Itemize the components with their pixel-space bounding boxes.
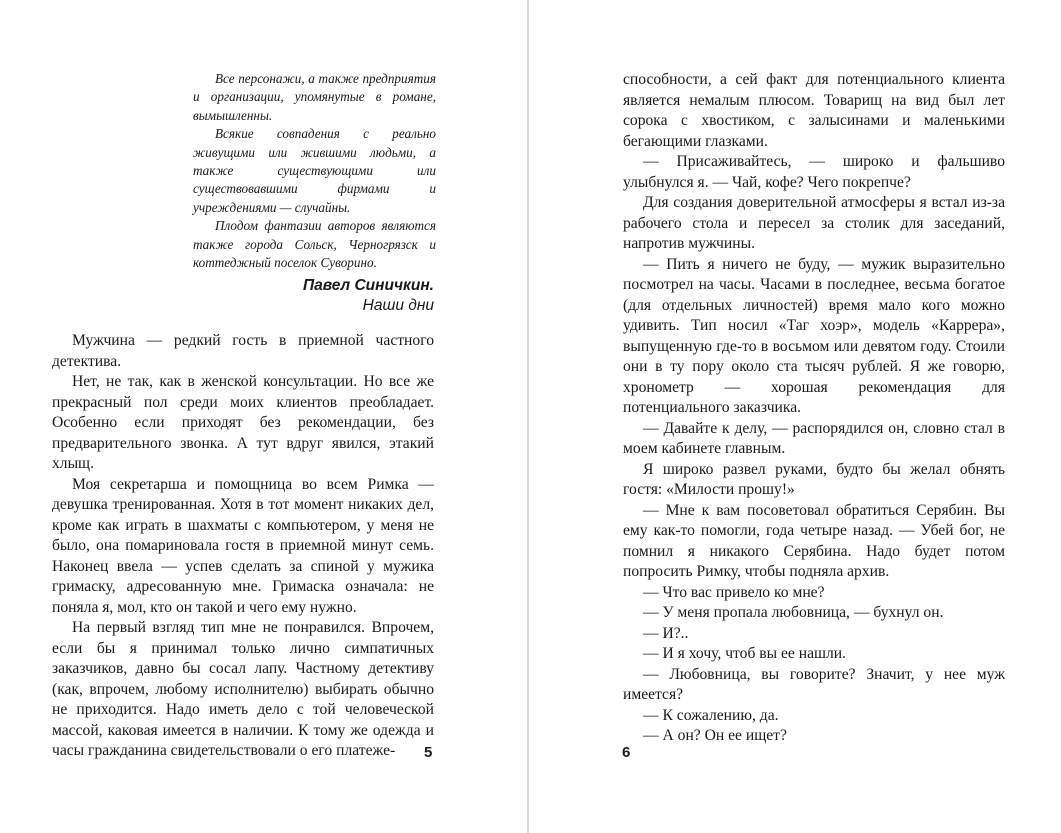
- paragraph: — Что вас привело ко мне?: [643, 583, 825, 601]
- paragraph: — Любовница, вы говорите? Значит, у нее муж имеется?: [623, 665, 1005, 703]
- disclaimer-line: Плодом фантазии авторов являются также города Сольск, Черногрязск и коттеджный поселок Суворино.: [193, 218, 436, 271]
- paragraph: Мужчина — редкий гость в приемной частного детектива.: [52, 332, 434, 370]
- paragraph-continuation: способности, а сей факт для потенциального клиента является немалым плюсом. Товарищ на вид был лет сорока с хвостиком, с залысинами и маленькими бегающими глазками.: [623, 71, 1005, 150]
- chapter-heading: [190, 276, 434, 316]
- chapter-subtitle: Наши дни: [362, 297, 434, 314]
- paragraph: — И?..: [643, 624, 689, 642]
- disclaimer-line: Все персонажи, а также предприятия и организации, упомянутые в романе, вымышленны.: [193, 71, 436, 123]
- paragraph: — К сожалению, да.: [643, 706, 779, 724]
- paragraph: — У меня пропала любовница, — бухнул он.: [643, 604, 944, 621]
- paragraph: Я широко развел руками, будто бы желал обнять гостя: «Милости прошу!»: [623, 460, 1005, 498]
- paragraph: Для создания доверительной атмосферы я встал из-за рабочего стола и пересел за столик для заседаний, напротив мужчины.: [623, 194, 1005, 252]
- disclaimer-note: [193, 70, 436, 272]
- paragraph: На первый взгляд тип мне не понравился. Впрочем, если бы я принимал только лично симпатичных заказчиков, давно бы сосал лапу. Частному детективу (как, впрочем, любому исполнителю) выбирать обычно не приходится. Надо иметь дело с той человеческой массой, каковая имеется в наличии. К тому же одежда и часы гражданина свидетельствовали о его платеже-: [52, 619, 434, 759]
- paragraph: — Присаживайтесь, — широко и фальшиво улыбнулся я. — Чай, кофе? Чего покрепче?: [623, 153, 1005, 191]
- paragraph: — А он? Он ее ищет?: [643, 727, 787, 744]
- disclaimer-line: Всякие совпадения с реально живущими или жившими людьми, а также существующими или существовавшими фирмами и учреждениями — случайны.: [193, 126, 436, 215]
- page-number-left: 5: [424, 744, 433, 761]
- paragraph: Нет, не так, как в женской консультации. Но все же прекрасный пол среди моих клиентов преобладает. Особенно если приходят без рекомендации, без предварительного звонка. А тут вдруг явился, этакий хлыщ.: [52, 373, 434, 472]
- paragraph: — Мне к вам посоветовал обратиться Серябин. Вы ему как-то помогли, года четыре назад. — Убей бог, не помнил я никакого Серябина. Надо будет потом попросить Римку, чтобы подняла архив.: [623, 501, 1005, 580]
- paragraph: — Пить я ничего не буду, — мужик выразительно посмотрел на часы. Часами в последнее, весьма богатое (для отдельных личностей) время мало кого можно удивить. Тип носил «Таг хоэр», модель «Каррера», выпущенную где-то в восьмом или девятом году. Стоили они в ту пору около ста тысяч рублей. Я же говорю, хронометр — хорошая рекомендация для потенциального заказчика.: [623, 255, 1005, 416]
- left-body-text: [52, 331, 434, 762]
- left-page: [0, 0, 527, 833]
- right-body-text: [623, 70, 1005, 747]
- paragraph: — И я хочу, чтоб вы ее нашли.: [643, 645, 847, 662]
- chapter-author: Павел Синичкин.: [302, 277, 434, 294]
- page-number-right: 6: [622, 744, 631, 761]
- paragraph: Моя секретарша и помощница во всем Римка — девушка тренированная. Хотя в тот момент никаких дел, кроме как играть в шахматы с компьютером, у меня не было, она помариновала гостя в приемной минут семь. Наконец ввела — успев сделать за спиной у мужика гримаску, адресованную мне. Гримаска означала: не поняла я, мол, кто он такой и чего ему нужно.: [52, 475, 434, 616]
- paragraph: — Давайте к делу, — распорядился он, словно стал в моем кабинете главным.: [623, 419, 1005, 457]
